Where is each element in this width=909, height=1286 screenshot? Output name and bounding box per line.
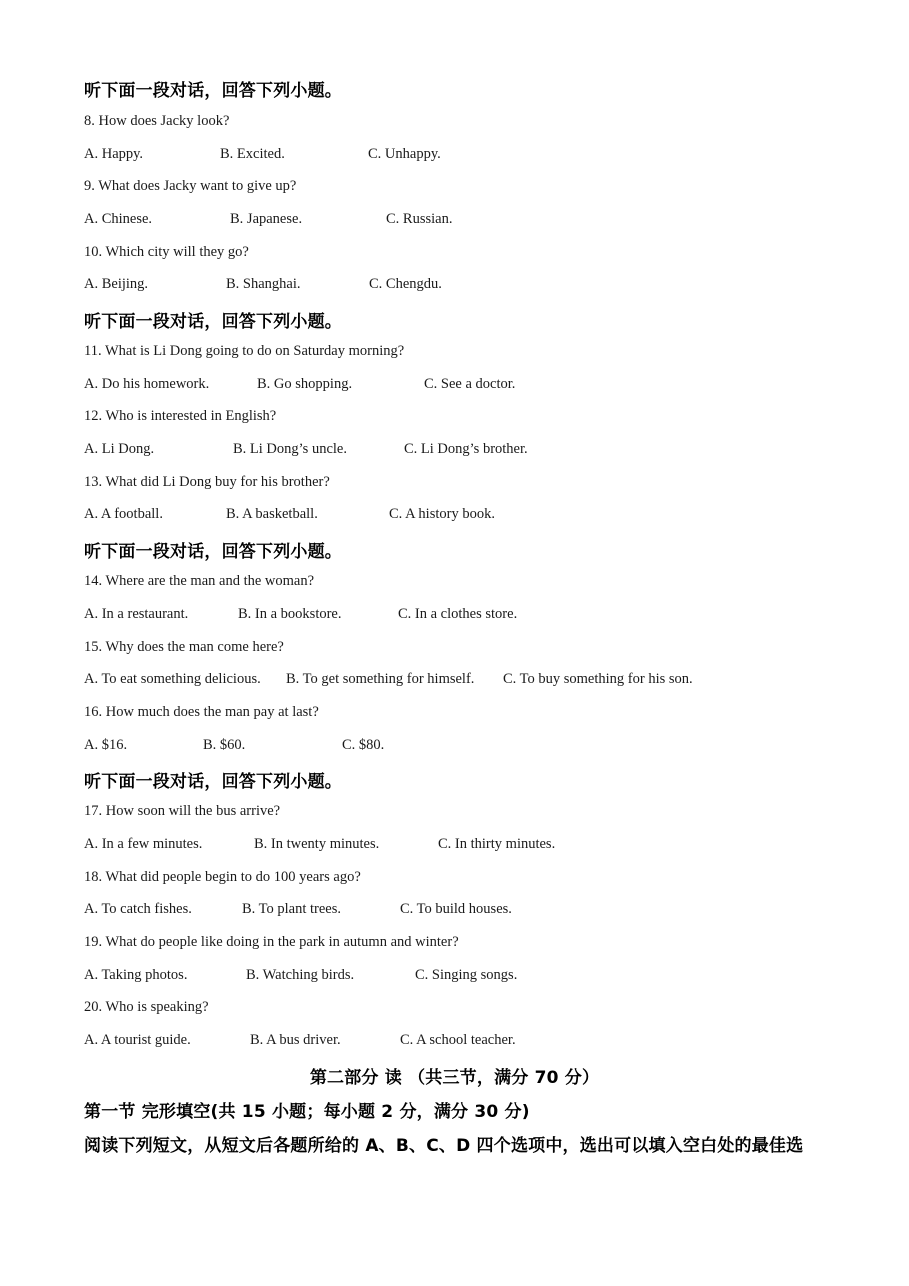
option-20a: A. A tourist guide.: [84, 1032, 191, 1048]
question-19: 19. What do people like doing in the park in autumn and winter?: [84, 934, 459, 950]
option-13b: B. A basketball.: [226, 506, 318, 522]
option-16b: B. $60.: [203, 737, 246, 753]
option-17c: C. In thirty minutes.: [438, 836, 556, 852]
option-19a: A. Taking photos.: [84, 967, 188, 983]
question-18: 18. What did people begin to do 100 years ago?: [84, 869, 361, 885]
option-8b: B. Excited.: [220, 146, 285, 162]
option-13c: C. A history book.: [389, 506, 495, 522]
option-14c: C. In a clothes store.: [398, 606, 518, 622]
option-10a: A. Beijing.: [84, 276, 149, 292]
option-16c: C. $80.: [342, 737, 385, 753]
option-11c: C. See a doctor.: [424, 376, 516, 392]
section-heading: 听下面一段对话，回答下列小题。: [84, 312, 342, 332]
option-15c: C. To buy something for his son.: [503, 671, 693, 687]
question-20: 20. Who is speaking?: [84, 999, 209, 1015]
option-15b: B. To get something for himself.: [286, 671, 475, 687]
part-title: 第二部分 读 （共三节，满分 70 分）: [309, 1068, 600, 1088]
instruction-text: 阅读下列短文，从短文后各题所给的 A、B、C、D 四个选项中，选出可以填入空白处的最佳选: [84, 1136, 804, 1156]
section-heading: 听下面一段对话，回答下列小题。: [84, 772, 342, 792]
option-19b: B. Watching birds.: [246, 967, 355, 983]
option-10c: C. Chengdu.: [369, 276, 442, 292]
option-9c: C. Russian.: [386, 211, 453, 227]
question-9: 9. What does Jacky want to give up?: [84, 178, 297, 194]
question-10: 10. Which city will they go?: [84, 244, 249, 260]
section-heading: 听下面一段对话，回答下列小题。: [84, 542, 342, 562]
option-16a: A. $16.: [84, 737, 128, 753]
option-19c: C. Singing songs.: [415, 967, 518, 983]
option-15a: A. To eat something delicious.: [84, 671, 261, 687]
option-8c: C. Unhappy.: [368, 146, 441, 162]
section-title: 第一节 完形填空(共 15 小题；每小题 2 分，满分 30 分): [84, 1102, 530, 1122]
option-18b: B. To plant trees.: [242, 901, 341, 917]
option-17b: B. In twenty minutes.: [254, 836, 380, 852]
option-17a: A. In a few minutes.: [84, 836, 203, 852]
option-13a: A. A football.: [84, 506, 163, 522]
question-15: 15. Why does the man come here?: [84, 639, 284, 655]
option-12a: A. Li Dong.: [84, 441, 155, 457]
question-17: 17. How soon will the bus arrive?: [84, 803, 281, 819]
option-12b: B. Li Dong’s uncle.: [233, 441, 347, 457]
option-8a: A. Happy.: [84, 146, 144, 162]
option-18a: A. To catch fishes.: [84, 901, 192, 917]
option-14a: A. In a restaurant.: [84, 606, 189, 622]
option-10b: B. Shanghai.: [226, 276, 301, 292]
option-20b: B. A bus driver.: [250, 1032, 341, 1048]
question-11: 11. What is Li Dong going to do on Saturday morning?: [84, 343, 405, 359]
section-heading: 听下面一段对话，回答下列小题。: [84, 81, 342, 101]
option-18c: C. To build houses.: [400, 901, 512, 917]
question-13: 13. What did Li Dong buy for his brother?: [84, 474, 330, 490]
option-11b: B. Go shopping.: [257, 376, 353, 392]
question-14: 14. Where are the man and the woman?: [84, 573, 315, 589]
question-8: 8. How does Jacky look?: [84, 113, 230, 129]
option-20c: C. A school teacher.: [400, 1032, 516, 1048]
option-9a: A. Chinese.: [84, 211, 153, 227]
option-14b: B. In a bookstore.: [238, 606, 342, 622]
option-11a: A. Do his homework.: [84, 376, 210, 392]
option-9b: B. Japanese.: [230, 211, 303, 227]
question-16: 16. How much does the man pay at last?: [84, 704, 319, 720]
question-12: 12. Who is interested in English?: [84, 408, 277, 424]
option-12c: C. Li Dong’s brother.: [404, 441, 528, 457]
